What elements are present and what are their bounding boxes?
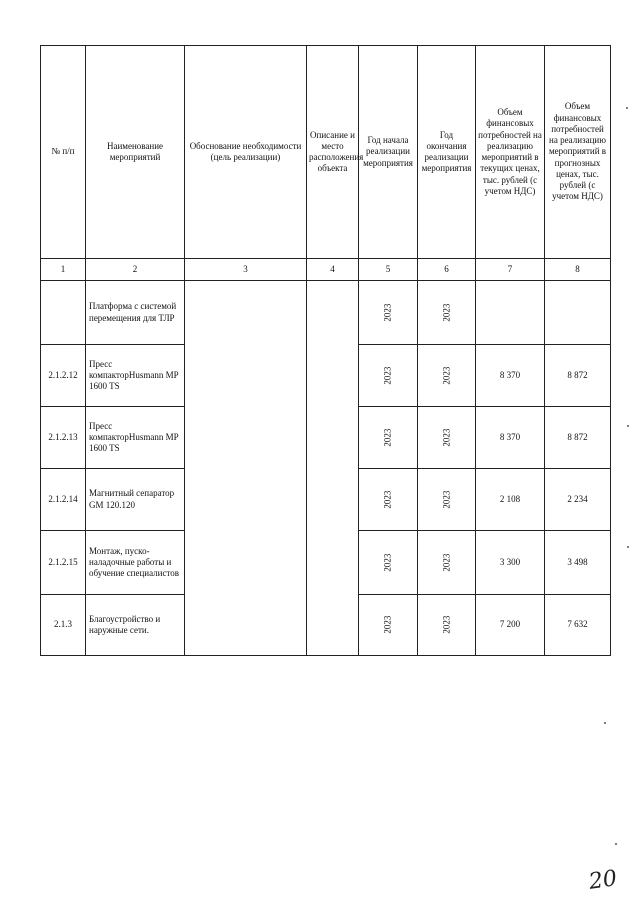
justification-merged-cell xyxy=(185,281,307,656)
column-number: 6 xyxy=(418,259,476,281)
row-cost-current xyxy=(476,281,545,345)
row-name: Благоустройство и наружные сети. xyxy=(86,595,185,656)
header-cost-current: Объем финансовых потребностей на реализацию мероприятий в текущих ценах, тыс. рублей (с учетом НДС) xyxy=(476,46,545,259)
row-cost-current: 8 370 xyxy=(476,345,545,407)
header-end-year: Год окончания реализации мероприятия xyxy=(418,46,476,259)
column-number: 1 xyxy=(41,259,86,281)
row-end-year: 2023 xyxy=(440,428,451,447)
column-number-row xyxy=(41,259,611,281)
row-name: Пресс компакторHusmann MP 1600 TS xyxy=(86,345,185,407)
row-index: 2.1.2.12 xyxy=(41,345,86,407)
scan-speck xyxy=(627,546,629,548)
row-start-year: 2023 xyxy=(382,366,393,385)
row-start-year: 2023 xyxy=(382,616,393,634)
row-index: 2.1.3 xyxy=(41,595,86,656)
row-cost-forecast: 8 872 xyxy=(545,407,611,469)
row-name: Магнитный сепаратор GM 120.120 xyxy=(86,469,185,531)
row-name: Платформа с системой перемещения для ТЛР xyxy=(86,281,185,345)
header-name: Наименование мероприятий xyxy=(86,46,185,259)
row-start-year: 2023 xyxy=(382,490,393,509)
row-end-year: 2023 xyxy=(440,553,451,572)
column-number: 4 xyxy=(307,259,359,281)
row-cost-current: 3 300 xyxy=(476,531,545,595)
row-index: 2.1.2.15 xyxy=(41,531,86,595)
scan-speck xyxy=(604,722,606,724)
page-number: 20 xyxy=(587,866,619,895)
header-index: № п/п xyxy=(41,46,86,259)
column-number: 8 xyxy=(545,259,611,281)
row-index xyxy=(41,281,86,345)
column-number: 5 xyxy=(359,259,418,281)
column-number: 7 xyxy=(476,259,545,281)
header-location: Описание и место расположения объекта xyxy=(307,46,359,259)
table-row xyxy=(41,281,611,345)
row-index: 2.1.2.14 xyxy=(41,469,86,531)
scan-speck xyxy=(626,107,628,109)
row-cost-forecast: 8 872 xyxy=(545,345,611,407)
row-cost-forecast xyxy=(545,281,611,345)
header-start-year: Год начала реализации мероприятия xyxy=(359,46,418,259)
row-end-year: 2023 xyxy=(440,616,451,634)
row-cost-current: 8 370 xyxy=(476,407,545,469)
header-row xyxy=(41,46,611,259)
row-end-year: 2023 xyxy=(440,303,451,322)
row-index: 2.1.2.13 xyxy=(41,407,86,469)
header-justification: Обоснование необходимости (цель реализации) xyxy=(185,46,307,259)
scan-speck xyxy=(615,843,617,845)
column-number: 2 xyxy=(86,259,185,281)
row-cost-forecast: 2 234 xyxy=(545,469,611,531)
row-name: Монтаж, пуско-наладочные работы и обучение специалистов xyxy=(86,531,185,595)
row-cost-current: 7 200 xyxy=(476,595,545,656)
header-cost-forecast: Объем финансовых потребностей на реализацию мероприятий в прогнозных ценах, тыс. рублей (с учетом НДС) xyxy=(545,46,611,259)
row-cost-forecast: 7 632 xyxy=(545,595,611,656)
location-merged-cell xyxy=(307,281,359,656)
row-cost-forecast: 3 498 xyxy=(545,531,611,595)
row-start-year: 2023 xyxy=(382,428,393,447)
column-number: 3 xyxy=(185,259,307,281)
row-end-year: 2023 xyxy=(440,366,451,385)
row-name: Пресс компакторHusmann MP 1600 TS xyxy=(86,407,185,469)
row-end-year: 2023 xyxy=(440,490,451,509)
row-cost-current: 2 108 xyxy=(476,469,545,531)
row-start-year: 2023 xyxy=(382,303,393,322)
scan-speck xyxy=(627,425,629,427)
row-start-year: 2023 xyxy=(382,553,393,572)
measures-table xyxy=(40,45,611,656)
